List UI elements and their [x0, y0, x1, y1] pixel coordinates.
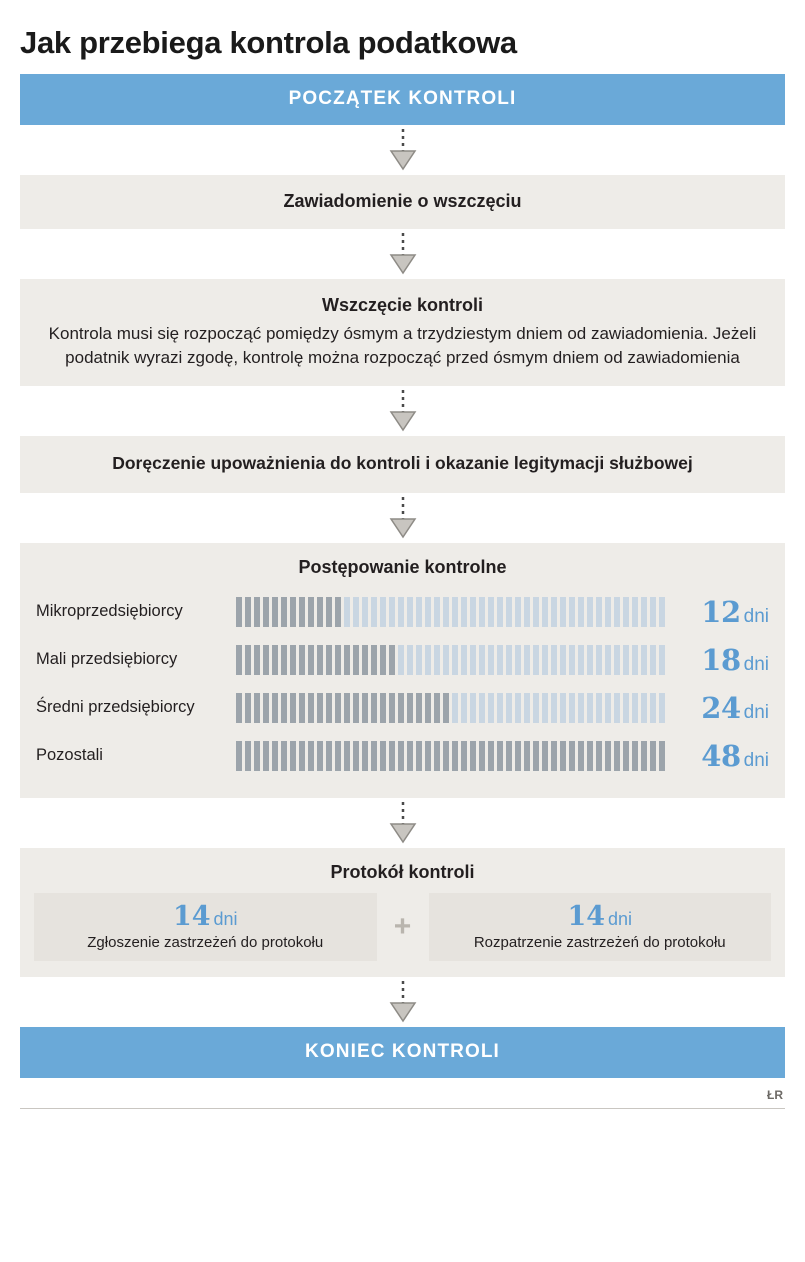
chart-row-number: 18	[701, 642, 741, 677]
step-initiation-title: Wszczęcie kontroli	[321, 295, 484, 316]
chart-row-label: Mali przedsiębiorcy	[36, 650, 178, 669]
chart-row-label: Mikroprzedsiębiorcy	[36, 602, 183, 621]
chart-row-bar	[236, 741, 667, 771]
arrow-connector-2	[20, 229, 785, 279]
step-notice-title: Zawiadomienie o wszczęciu	[283, 191, 522, 212]
chart-row	[36, 684, 769, 732]
chart-row	[36, 636, 769, 684]
protocol-column-text: Rozpatrzenie zastrzeżeń do protokołu	[473, 933, 726, 951]
arrow-connector-5	[20, 798, 785, 848]
protocol-stage	[20, 848, 785, 977]
credit: ŁR	[767, 1087, 783, 1102]
protocol-columns	[34, 893, 771, 961]
step-authorization-title: Doręczenie upoważnienia do kontroli i okazanie legitymacji służbowej	[112, 452, 693, 473]
plus-icon: +	[393, 909, 412, 943]
chart-row-label: Pozostali	[36, 746, 103, 765]
chart-row	[36, 588, 769, 636]
chart-row-value	[677, 595, 769, 629]
step-initiation-text: Kontrola musi się rozpocząć pomiędzy ósmym a trzydziestym dniem od zawiadomienia. Jeżeli podatnik wyrazi zgodę, kontrolę można rozpocząć przed ósmym dniem od zawiadomienia	[48, 323, 757, 367]
arrow-connector-6	[20, 977, 785, 1027]
protocol-column-unit: dni	[608, 908, 633, 929]
bar-fill	[236, 693, 452, 723]
control-stage-chart	[20, 543, 785, 798]
chart-row-value	[677, 739, 769, 773]
chart-row-bar	[236, 693, 667, 723]
page-title: Jak przebiega kontrola podatkowa	[20, 25, 517, 60]
arrow-connector-3	[20, 386, 785, 436]
chart-row-label: Średni przedsiębiorcy	[36, 698, 195, 717]
control-stage-title: Postępowanie kontrolne	[298, 556, 507, 577]
end-band: KONIEC KONTROLI	[20, 1027, 785, 1078]
protocol-column	[429, 893, 772, 961]
chart-row-value	[677, 643, 769, 677]
step-notice	[20, 175, 785, 229]
protocol-title: Protokół kontroli	[330, 861, 475, 882]
step-authorization	[20, 436, 785, 493]
bar-fill	[236, 741, 667, 771]
protocol-column-value-line	[435, 901, 766, 932]
chart-row-unit: dni	[743, 701, 769, 723]
chart-row-bar	[236, 597, 667, 627]
chart-row-number: 24	[701, 690, 741, 725]
chart-row-bar	[236, 645, 667, 675]
chart-row-unit: dni	[743, 653, 769, 675]
protocol-column-text: Zgłoszenie zastrzeżeń do protokołu	[87, 933, 324, 951]
chart-row-unit: dni	[743, 749, 769, 771]
chart-row-value	[677, 691, 769, 725]
chart-row-unit: dni	[743, 605, 769, 627]
protocol-column-unit: dni	[213, 908, 238, 929]
protocol-column-value-line	[40, 901, 371, 932]
chart-row	[36, 732, 769, 780]
protocol-column	[34, 893, 377, 961]
protocol-column-number: 14	[567, 900, 606, 932]
bar-fill	[236, 597, 344, 627]
arrow-connector-1	[20, 125, 785, 175]
chart-row-number: 48	[701, 738, 741, 773]
arrow-connector-4	[20, 493, 785, 543]
protocol-column-number: 14	[172, 900, 211, 932]
start-band: POCZĄTEK KONTROLI	[20, 74, 785, 125]
bar-fill	[236, 645, 398, 675]
step-initiation	[20, 279, 785, 386]
chart-row-number: 12	[701, 594, 741, 629]
footer-rule	[20, 1108, 785, 1109]
